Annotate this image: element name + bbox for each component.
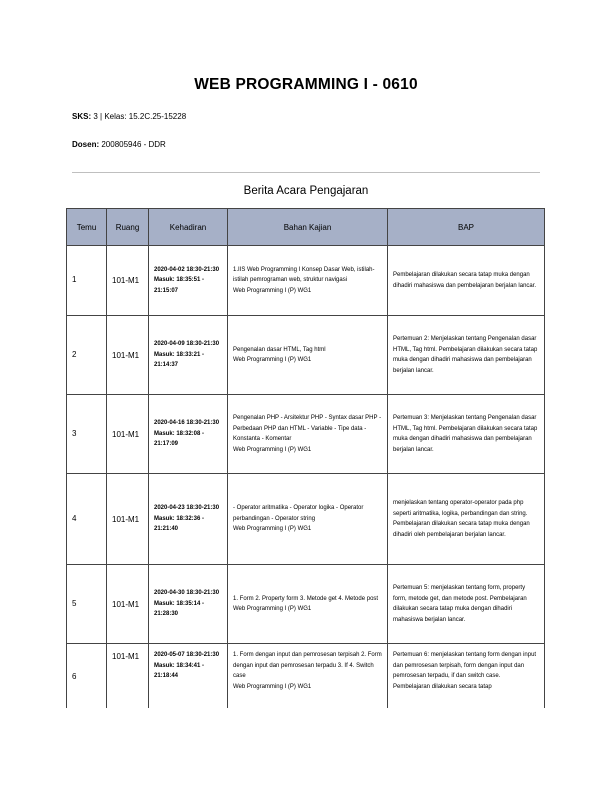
cell-bap [388, 474, 545, 565]
cell-text: 101-M1 [112, 652, 140, 661]
cell-kehadiran [149, 474, 228, 565]
cell-temu [67, 246, 107, 316]
cell-text: 6 [72, 671, 77, 681]
cell-kehadiran [149, 395, 228, 474]
cell-ruang [107, 395, 149, 474]
cell-text: Masuk: 18:34:41 - 21:18:44 [154, 662, 205, 679]
cell-text: 1. Form dengan input dan pemrosesan terpisah 2. Form dengan input dan pemrosesan terpadu 3. If 4. Switch case [233, 652, 382, 679]
cell-text: 2020-04-30 18:30-21:30 [154, 590, 220, 597]
cell-text: Pembelajaran dilakukan secara tatap muka dengan dihadiri mahasiswa dan pembelajaran berjalan lancar. [393, 272, 537, 289]
cell-ruang [107, 316, 149, 395]
dosen-line [72, 140, 166, 149]
divider [72, 172, 540, 173]
cell-ruang [107, 474, 149, 565]
header-kehadiran: Kehadiran [149, 209, 228, 246]
table-row [67, 474, 545, 565]
cell-bahan-kajian [228, 644, 388, 711]
cell-ruang [107, 246, 149, 316]
cell-text: Masuk: 18:35:14 - 21:28:30 [154, 600, 205, 618]
table-row [67, 316, 545, 395]
cell-text: 2020-04-16 18:30-21:30 [154, 420, 220, 427]
cell-text: Masuk: 18:32:08 - 21:17:09 [154, 430, 205, 448]
cell-text: 5 [72, 598, 77, 608]
cell-text: 1.IIS Web Programming I Konsep Dasar Web, istilah-istilah pemrograman web, struktur navigasi [233, 266, 375, 284]
cell-text: 2020-04-23 18:30-21:30 [154, 505, 220, 512]
cell-temu [67, 474, 107, 565]
header-bap: BAP [388, 209, 545, 246]
dosen-label: Dosen: [72, 140, 100, 149]
header-temu: Temu [67, 209, 107, 246]
cell-bahan-kajian [228, 316, 388, 395]
cell-text: Web Programming I (P) WG1 [233, 526, 312, 533]
cell-text: Pertemuan 5: menjelaskan tentang form, property form, metode get, dan metode post. Pembelajaran dilakukan secara tatap muka dengan dihadiri mahasiswa berjalan lancar. [393, 585, 527, 623]
cell-temu [67, 565, 107, 644]
sks-label: SKS: [72, 112, 92, 121]
cell-text: 4 [72, 513, 77, 523]
cell-bap [388, 246, 545, 316]
cell-bahan-kajian [228, 474, 388, 565]
cell-text: Masuk: 18:33:21 - 21:14:37 [154, 351, 205, 369]
page-bottom-margin [0, 708, 612, 792]
cell-text: Web Programming I (P) WG1 [233, 357, 312, 363]
cell-text: Pertemuan 3: Menjelaskan tentang Pengenalan dasar HTML, Tag html. Pembelajaran dilakukan secara tatap muka dengan dihadiri mahasiswa dan pembelajaran berjalan lancar. [393, 415, 538, 453]
cell-bahan-kajian [228, 565, 388, 644]
table-row [67, 565, 545, 644]
cell-text: 2 [72, 349, 77, 359]
cell-bap [388, 565, 545, 644]
cell-text: 2020-04-09 18:30-21:30 [154, 341, 220, 348]
cell-kehadiran [149, 246, 228, 316]
cell-text: Pengenalan PHP - Arsitektur PHP - Syntax dasar PHP - Perbedaan PHP dan HTML - Variable - Tipe data - Konstanta - Komentar [233, 415, 382, 442]
cell-text: 2020-05-07 18:30-21:30 [154, 652, 220, 658]
header-bahan-kajian: Bahan Kajian [228, 209, 388, 246]
cell-bahan-kajian [228, 246, 388, 316]
cell-kehadiran [149, 565, 228, 644]
cell-text: 101-M1 [112, 599, 140, 609]
cell-text: - Operator aritmatika - Operator logika - Operator perbandingan - Operator string [233, 505, 364, 522]
sks-kelas-value: 3 | Kelas: 15.2C.25-15228 [91, 112, 187, 121]
cell-text: Web Programming I (P) WG1 [233, 606, 312, 612]
cell-text: 101-M1 [112, 276, 140, 285]
cell-text: 2020-04-02 18:30-21:30 [154, 266, 220, 273]
cell-text: 101-M1 [112, 514, 140, 524]
bap-table [66, 208, 545, 711]
cell-temu [67, 644, 107, 711]
cell-ruang [107, 644, 149, 711]
cell-text: menjelaskan tentang operator-operator pada php seperti aritmatika, logika, perbandingan dan string. Pembelajaran dilakukan secara tatap muka dengan dihadiri oleh pembelajaran berjalan lancar. [393, 500, 530, 538]
cell-bahan-kajian [228, 395, 388, 474]
cell-kehadiran [149, 644, 228, 711]
document-title: WEB PROGRAMMING I - 0610 [194, 76, 418, 93]
cell-text: Pertemuan 6: menjelaskan tentang form dengan input dan pemrosesan terpisah, form dengan input dan pemrosesan terpadu, if dan switch case. Pembelajaran dilakukan secara tatap [393, 652, 537, 690]
cell-text: Masuk: 18:35:51 - 21:15:07 [154, 277, 205, 294]
cell-bap [388, 316, 545, 395]
table-row [67, 246, 545, 316]
cell-text: Pengenalan dasar HTML, Tag html [233, 346, 326, 353]
cell-text: Masuk: 18:32:36 - 21:21:40 [154, 515, 205, 533]
cell-kehadiran [149, 316, 228, 395]
cell-text: Pertemuan 2: Menjelaskan tentang Pengenalan dasar HTML, Tag html. Pembelajaran dilakukan secara tatap muka dengan dihadiri mahasiswa dan pembelajaran berjalan lancar. [393, 336, 538, 374]
header-ruang: Ruang [107, 209, 149, 246]
cell-text: 101-M1 [112, 429, 140, 439]
cell-text: Web Programming I (P) WG1 [233, 446, 312, 453]
cell-text: Web Programming I (P) WG1 [233, 287, 312, 294]
cell-bap [388, 644, 545, 711]
dosen-value: 200805946 - DDR [99, 140, 166, 149]
cell-text: 1 [72, 275, 77, 285]
sks-kelas-line [72, 112, 186, 121]
cell-bap [388, 395, 545, 474]
cell-text: 3 [72, 428, 77, 438]
table-row [67, 644, 545, 711]
section-title: Berita Acara Pengajaran [243, 185, 369, 197]
cell-text: 101-M1 [112, 350, 140, 360]
cell-ruang [107, 565, 149, 644]
cell-temu [67, 395, 107, 474]
cell-text: 1. Form 2. Property form 3. Metode get 4. Metode post [233, 595, 379, 602]
cell-text: Web Programming I (P) WG1 [233, 683, 312, 690]
table-header-row [67, 209, 545, 246]
cell-temu [67, 316, 107, 395]
table-row [67, 395, 545, 474]
